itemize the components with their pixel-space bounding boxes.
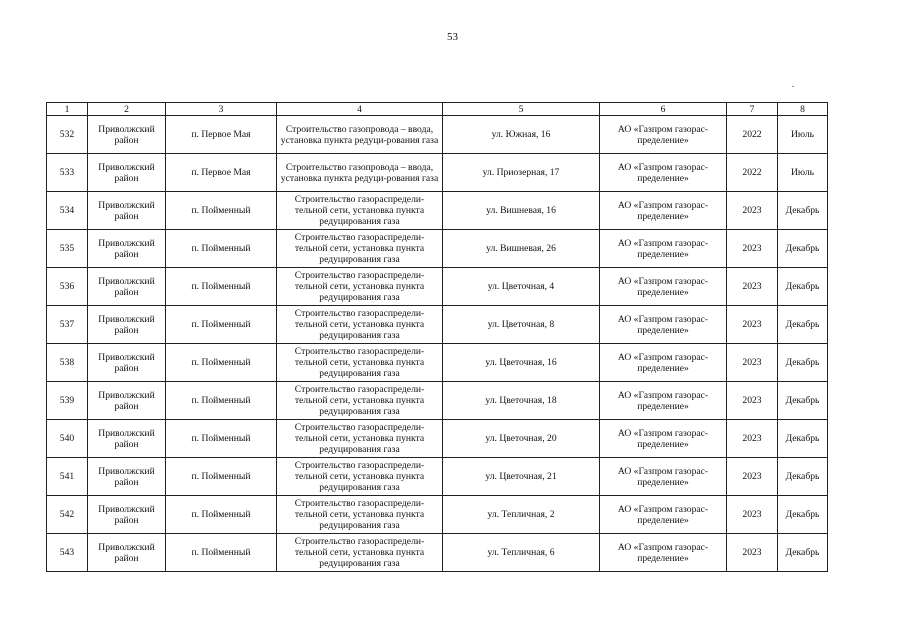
year-cell: 2023 bbox=[727, 192, 778, 230]
year-cell: 2023 bbox=[727, 420, 778, 458]
organization-cell: АО «Газпром газорас-пределение» bbox=[600, 496, 727, 534]
column-header: 4 bbox=[277, 103, 443, 116]
table-row bbox=[47, 192, 828, 230]
address-cell: ул. Южная, 16 bbox=[443, 116, 600, 154]
row-number-cell: 537 bbox=[47, 306, 88, 344]
column-number-row bbox=[47, 103, 828, 116]
settlement-cell: п. Первое Мая bbox=[166, 116, 277, 154]
district-cell: Приволжский район bbox=[88, 154, 166, 192]
address-cell: ул. Цветочная, 20 bbox=[443, 420, 600, 458]
row-number-cell: 541 bbox=[47, 458, 88, 496]
gasification-table bbox=[46, 102, 828, 572]
row-number-cell: 532 bbox=[47, 116, 88, 154]
organization-cell: АО «Газпром газорас-пределение» bbox=[600, 192, 727, 230]
year-cell: 2022 bbox=[727, 116, 778, 154]
column-header: 7 bbox=[727, 103, 778, 116]
year-cell: 2023 bbox=[727, 344, 778, 382]
month-cell: Декабрь bbox=[778, 306, 828, 344]
table-row bbox=[47, 154, 828, 192]
table-row bbox=[47, 420, 828, 458]
month-cell: Декабрь bbox=[778, 496, 828, 534]
page-number: 53 bbox=[447, 31, 458, 43]
district-cell: Приволжский район bbox=[88, 116, 166, 154]
work-description-cell: Строительство газораспредели-тельной сети, установка пункта редуцирования газа bbox=[277, 496, 443, 534]
month-cell: Июль bbox=[778, 154, 828, 192]
district-cell: Приволжский район bbox=[88, 268, 166, 306]
table-row bbox=[47, 230, 828, 268]
table-row bbox=[47, 458, 828, 496]
address-cell: ул. Цветочная, 8 bbox=[443, 306, 600, 344]
month-cell: Декабрь bbox=[778, 382, 828, 420]
year-cell: 2022 bbox=[727, 154, 778, 192]
column-header: 2 bbox=[88, 103, 166, 116]
work-description-cell: Строительство газораспредели-тельной сети, установка пункта редуцирования газа bbox=[277, 458, 443, 496]
work-description-cell: Строительство газораспредели-тельной сети, установка пункта редуцирования газа bbox=[277, 192, 443, 230]
district-cell: Приволжский район bbox=[88, 344, 166, 382]
year-cell: 2023 bbox=[727, 458, 778, 496]
column-header: 5 bbox=[443, 103, 600, 116]
row-number-cell: 543 bbox=[47, 534, 88, 572]
row-number-cell: 534 bbox=[47, 192, 88, 230]
organization-cell: АО «Газпром газорас-пределение» bbox=[600, 268, 727, 306]
settlement-cell: п. Пойменный bbox=[166, 496, 277, 534]
address-cell: ул. Вишневая, 16 bbox=[443, 192, 600, 230]
district-cell: Приволжский район bbox=[88, 192, 166, 230]
organization-cell: АО «Газпром газорас-пределение» bbox=[600, 382, 727, 420]
month-cell: Декабрь bbox=[778, 192, 828, 230]
organization-cell: АО «Газпром газорас-пределение» bbox=[600, 420, 727, 458]
address-cell: ул. Тепличная, 2 bbox=[443, 496, 600, 534]
row-number-cell: 536 bbox=[47, 268, 88, 306]
address-cell: ул. Тепличная, 6 bbox=[443, 534, 600, 572]
work-description-cell: Строительство газопровода – ввода, установка пункта редуци-рования газа bbox=[277, 154, 443, 192]
column-header: 1 bbox=[47, 103, 88, 116]
table-row bbox=[47, 268, 828, 306]
row-number-cell: 539 bbox=[47, 382, 88, 420]
settlement-cell: п. Пойменный bbox=[166, 344, 277, 382]
scan-speck bbox=[792, 86, 794, 87]
organization-cell: АО «Газпром газорас-пределение» bbox=[600, 344, 727, 382]
organization-cell: АО «Газпром газорас-пределение» bbox=[600, 458, 727, 496]
district-cell: Приволжский район bbox=[88, 496, 166, 534]
row-number-cell: 535 bbox=[47, 230, 88, 268]
address-cell: ул. Приозерная, 17 bbox=[443, 154, 600, 192]
column-header: 3 bbox=[166, 103, 277, 116]
table-row bbox=[47, 382, 828, 420]
table-row bbox=[47, 306, 828, 344]
row-number-cell: 540 bbox=[47, 420, 88, 458]
row-number-cell: 538 bbox=[47, 344, 88, 382]
work-description-cell: Строительство газораспредели-тельной сети, установка пункта редуцирования газа bbox=[277, 420, 443, 458]
row-number-cell: 533 bbox=[47, 154, 88, 192]
district-cell: Приволжский район bbox=[88, 458, 166, 496]
work-description-cell: Строительство газораспредели-тельной сети, установка пункта редуцирования газа bbox=[277, 534, 443, 572]
settlement-cell: п. Пойменный bbox=[166, 382, 277, 420]
settlement-cell: п. Пойменный bbox=[166, 306, 277, 344]
district-cell: Приволжский район bbox=[88, 306, 166, 344]
month-cell: Июль bbox=[778, 116, 828, 154]
settlement-cell: п. Пойменный bbox=[166, 458, 277, 496]
organization-cell: АО «Газпром газорас-пределение» bbox=[600, 230, 727, 268]
settlement-cell: п. Пойменный bbox=[166, 268, 277, 306]
work-description-cell: Строительство газораспредели-тельной сети, установка пункта редуцирования газа bbox=[277, 344, 443, 382]
year-cell: 2023 bbox=[727, 496, 778, 534]
organization-cell: АО «Газпром газорас-пределение» bbox=[600, 306, 727, 344]
year-cell: 2023 bbox=[727, 534, 778, 572]
district-cell: Приволжский район bbox=[88, 534, 166, 572]
table-row bbox=[47, 496, 828, 534]
year-cell: 2023 bbox=[727, 306, 778, 344]
organization-cell: АО «Газпром газорас-пределение» bbox=[600, 154, 727, 192]
address-cell: ул. Цветочная, 18 bbox=[443, 382, 600, 420]
address-cell: ул. Цветочная, 16 bbox=[443, 344, 600, 382]
organization-cell: АО «Газпром газорас-пределение» bbox=[600, 534, 727, 572]
year-cell: 2023 bbox=[727, 230, 778, 268]
year-cell: 2023 bbox=[727, 382, 778, 420]
month-cell: Декабрь bbox=[778, 534, 828, 572]
settlement-cell: п. Пойменный bbox=[166, 192, 277, 230]
work-description-cell: Строительство газораспредели-тельной сети, установка пункта редуцирования газа bbox=[277, 306, 443, 344]
district-cell: Приволжский район bbox=[88, 382, 166, 420]
settlement-cell: п. Пойменный bbox=[166, 534, 277, 572]
work-description-cell: Строительство газораспредели-тельной сети, установка пункта редуцирования газа bbox=[277, 268, 443, 306]
table-row bbox=[47, 116, 828, 154]
district-cell: Приволжский район bbox=[88, 420, 166, 458]
work-description-cell: Строительство газопровода – ввода, установка пункта редуци-рования газа bbox=[277, 116, 443, 154]
month-cell: Декабрь bbox=[778, 268, 828, 306]
month-cell: Декабрь bbox=[778, 230, 828, 268]
address-cell: ул. Цветочная, 21 bbox=[443, 458, 600, 496]
row-number-cell: 542 bbox=[47, 496, 88, 534]
work-description-cell: Строительство газораспредели-тельной сети, установка пункта редуцирования газа bbox=[277, 230, 443, 268]
address-cell: ул. Вишневая, 26 bbox=[443, 230, 600, 268]
settlement-cell: п. Пойменный bbox=[166, 230, 277, 268]
year-cell: 2023 bbox=[727, 268, 778, 306]
month-cell: Декабрь bbox=[778, 344, 828, 382]
column-header: 8 bbox=[778, 103, 828, 116]
district-cell: Приволжский район bbox=[88, 230, 166, 268]
month-cell: Декабрь bbox=[778, 458, 828, 496]
address-cell: ул. Цветочная, 4 bbox=[443, 268, 600, 306]
column-header: 6 bbox=[600, 103, 727, 116]
settlement-cell: п. Пойменный bbox=[166, 420, 277, 458]
table-row bbox=[47, 344, 828, 382]
settlement-cell: п. Первое Мая bbox=[166, 154, 277, 192]
month-cell: Декабрь bbox=[778, 420, 828, 458]
table-row bbox=[47, 534, 828, 572]
organization-cell: АО «Газпром газорас-пределение» bbox=[600, 116, 727, 154]
work-description-cell: Строительство газораспредели-тельной сети, установка пункта редуцирования газа bbox=[277, 382, 443, 420]
